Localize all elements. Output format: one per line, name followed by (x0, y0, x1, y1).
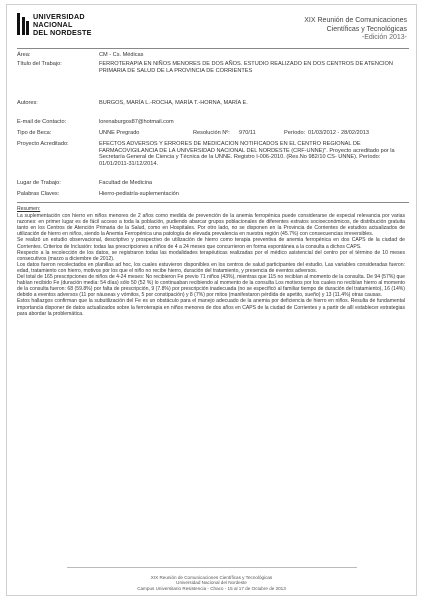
periodo-value: 01/03/2012 - 28/02/2013 (308, 130, 369, 136)
lugar-label: Lugar de Trabajo: (17, 180, 61, 186)
document-page (6, 4, 417, 596)
resolucion-value: 970/11 (239, 130, 256, 136)
document-footer (7, 575, 416, 592)
resumen-paragraph: Los datos fueron recolectados en planillas ad hoc, los cuales estuvieron disponibles en los centros de salud participantes del estudio. Las variables consideradas fueron: edad, tratamiento con hierro, motivos por los que el niño no recibe hierro, duración del tratamiento, y presencia de eventos adversos. (17, 261, 405, 274)
event-line-2: Científicas y Tecnológicas (326, 25, 407, 33)
resolucion-label: Resolución Nº: (193, 130, 230, 136)
resumen-paragraph: Respecto a la recolección de los datos, se registraron todas las modalidades terapéuticas realizadas por el médico asistencial del centro por el término de 10 meses consecutivos (marzo a diciembre de 2012). (17, 249, 405, 262)
document-header (17, 11, 409, 49)
proyecto-value: EFECTOS ADVERSOS Y ERRORES DE MEDICACION NOTIFICADOS EN EL CENTRO REGIONAL DE FARMACOVIGILANCIA DE LA UNIVERSIDAD NACIONAL DEL NORDESTE (CRF-UNNE)". Proyecto acreditado por la Secretaría General de Ciencia y Técnica de la UNNE. Registro I-006-2010. (Res.No 982/10 CS- UNNE). Período: 01/01/2011-31/12/2014. (99, 141, 395, 167)
email-label: E-mail de Contacto: (17, 119, 67, 125)
unne-emblem-icon (17, 13, 29, 35)
logo-line-1: UNIVERSIDAD (33, 12, 85, 21)
proyecto-label: Proyecto Acreditado: (17, 141, 69, 147)
footer-line-2: Universidad Nacional del Nordeste (176, 580, 247, 585)
area-label: Área: (17, 52, 31, 58)
beca-label: Tipo de Beca: (17, 130, 52, 136)
resumen-paragraph: La suplementación con hierro en niños menores de 2 años como medida de prevención de la anemia ferropénica puede considerarse de especial relevancia por varias razones: en primer lugar es de fácil acceso a toda la población, pudiendo abarcar grupos poblacionales de diferentes estratos socioeconómicos, de distribución gratuita tanto en los Centros de Atención Primaria de la Salud, como en Hospitales. Por otro lado, no se disponen en la Provincia de Corrientes de estudios actualizados de utilización de hierro en niños, siendo la Anemia Ferropénica una patología de elevada prevalencia en nuestra región (45.7%) con consecuencias irreversibles. (17, 213, 405, 238)
resumen-paragraph: Estos hallazgos confirman que la subutilización del Fe es un obstáculo para el manejo adecuado de la anemia por deficiencia de hierro en niños. Resulta de fundamental importancia disponer de datos actualizados sobre la ferroterapia en niños menores de dos años en CAPS de la ciudad de Corrientes y a partir de allí establecer estrategias para abordar la problemática. (17, 298, 405, 317)
autores-value: BURGOS, MARÍA L.-ROCHA, MARÍA T.-HORNA, MARÍA E. (99, 100, 248, 106)
claves-label: Palabras Claves: (17, 191, 60, 197)
claves-value: Hierro-pediatría-suplementación (99, 191, 179, 197)
area-value: CM - Cs. Médicas (99, 52, 144, 58)
logo-line-3: DEL NORDESTE (33, 28, 92, 37)
unne-logo (17, 13, 92, 37)
logo-line-2: NACIONAL (33, 20, 73, 29)
resumen-paragraph: Del total de 165 prescripciones de niños de 4-24 meses: No recibieron Fe previo 71 niños (43%), mientras que 115 no recibían al momento de la consulta. De 94 (57%) que habían recibido Fe (duración media: 54 días) sólo 50 (52 %) lo continuaban recibiendo al momento de la consulta Los motivos por los cuales no recibían hierro al momento de la consulta fueron: 68 (59.8%) por falta de prescripción, 9 (7.8%) por prescripción inadecuada (no se especificó al familiar tiempo de duración del tratamiento), 16 (14%) debido a eventos adversos (11 por náuseas y vómitos, 5 por constipación) y 8 (7%) por mitos (manifestaron pérdida de apetito, sueño) y 13 (11.4%) otras causas. (17, 274, 405, 299)
logo-wordmark (33, 13, 92, 37)
titulo-value: FERROTERAPIA EN NIÑOS MENORES DE DOS AÑOS. ESTUDIO REALIZADO EN DOS CENTROS DE ATENCION PRIMARIA DE SALUD DE LA PROVINCIA DE CORRIENTES (99, 61, 393, 74)
footer-line-1: XIX Reunión de Comunicaciones Científicas y Tecnológicas (150, 574, 273, 580)
event-line-1: XIX Reunión de Comunicaciones (304, 17, 407, 24)
event-title (304, 17, 407, 43)
email-value: lorenaburgos87@hotmail.com (99, 119, 174, 125)
resumen-title: Resumen: (17, 206, 41, 212)
meta-divider (17, 202, 409, 203)
resumen-block (17, 206, 405, 317)
footer-divider (67, 567, 357, 568)
periodo-label: Período: (284, 130, 306, 136)
event-edition: -Edición 2013- (361, 34, 407, 41)
lugar-value: Facultad de Medicina (99, 180, 153, 186)
titulo-label: Título del Trabajo: (17, 61, 62, 67)
footer-line-3: Campus Universitario Resistencia - Chaco - 15 al 17 de Octubre de 2013 (137, 585, 286, 591)
beca-value: UNNE Pregrado (99, 130, 140, 136)
header-divider (17, 48, 409, 49)
resumen-paragraph: Se realizó un estudio observacional, descriptivo y prospectivo de utilización de hierro como terapia preventiva de anemia ferropénica en dos CAPS de la ciudad de Corrientes. Criterios de Inclusión: todas las prescripciones a niños de 4 a 24 meses que concurrieron en forma espontánea a la consulta a dichos CAPS. (17, 237, 405, 250)
autores-label: Autores: (17, 100, 38, 106)
